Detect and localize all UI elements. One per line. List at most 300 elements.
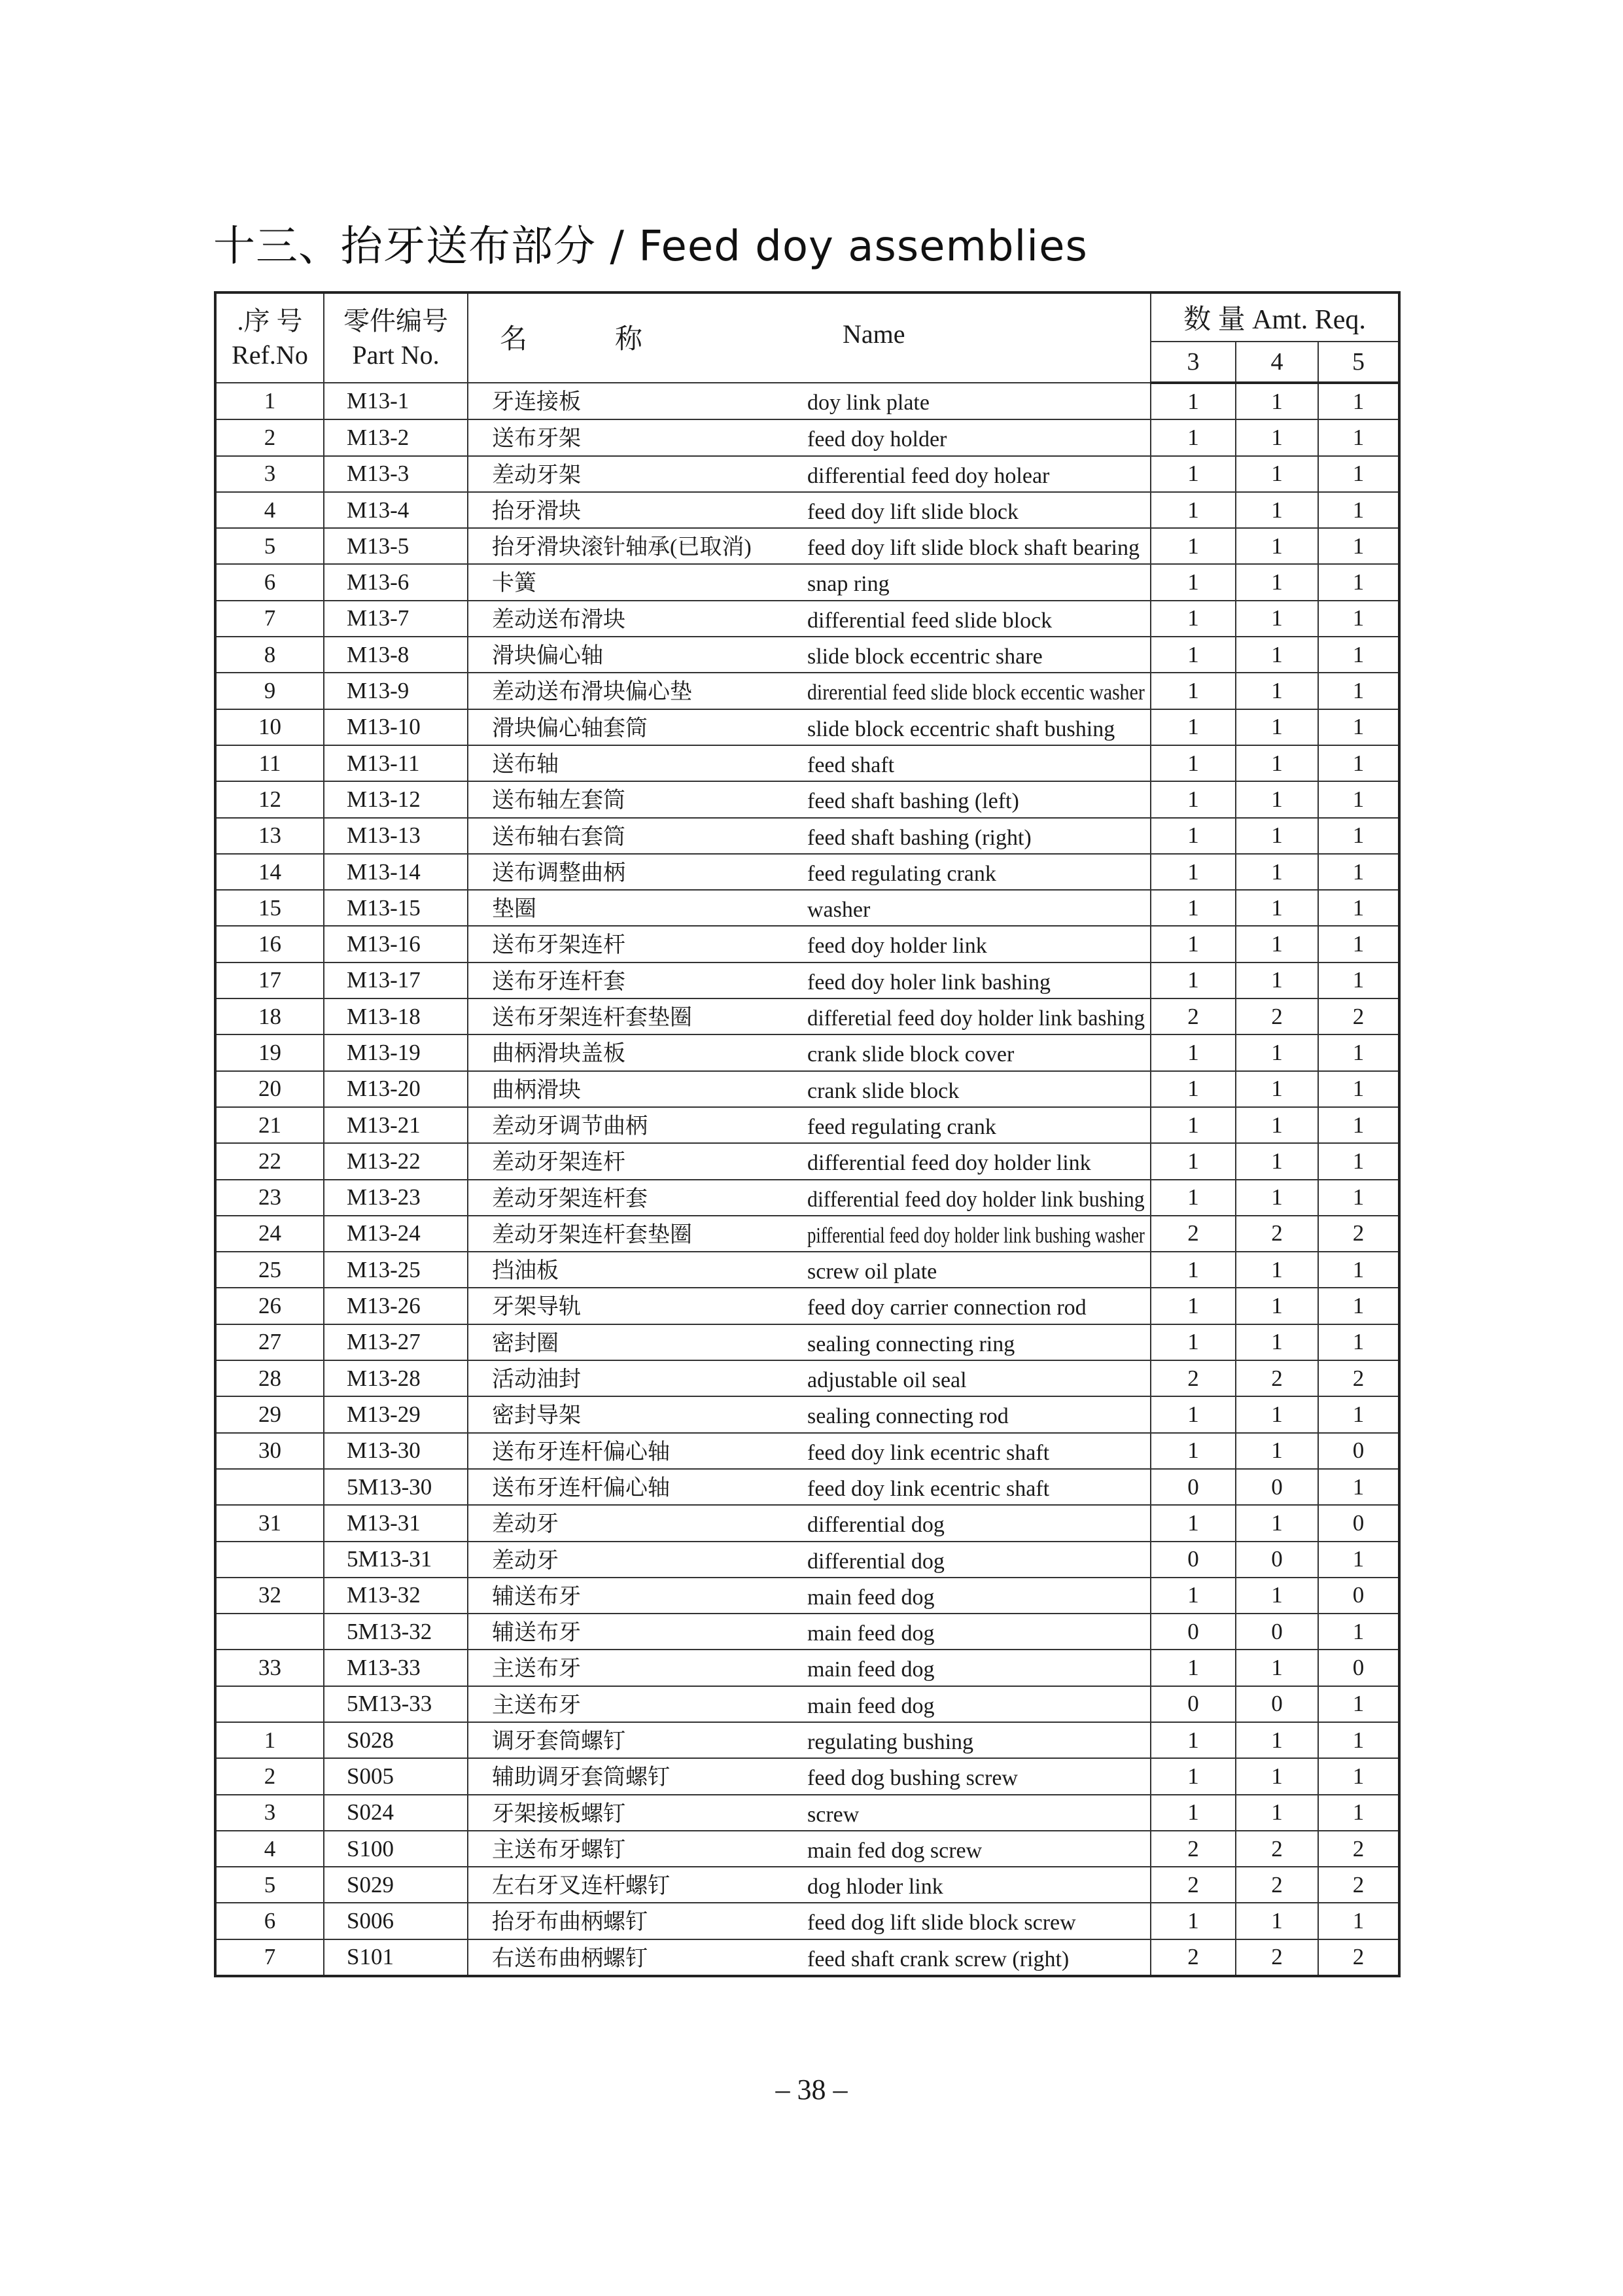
table-row xyxy=(215,890,1399,926)
name-en: feed doy lift slide block xyxy=(807,499,1019,524)
name-en: washer xyxy=(807,898,871,923)
name-cell xyxy=(468,1722,1151,1758)
table-row xyxy=(215,383,1399,419)
name-zh: 送布轴右套筒 xyxy=(492,824,625,849)
amount-5-cell: 1 xyxy=(1318,926,1399,962)
table-row xyxy=(215,854,1399,890)
name-cell xyxy=(468,1867,1151,1903)
name-en: crank slide block cover xyxy=(807,1042,1015,1067)
header-part-en: Part No. xyxy=(352,340,440,370)
part-no-cell: M13-29 xyxy=(324,1396,468,1432)
name-cell xyxy=(468,854,1151,890)
amount-4-cell: 1 xyxy=(1236,745,1318,781)
amount-5-cell: 1 xyxy=(1318,745,1399,781)
ref-no-cell: 32 xyxy=(215,1578,324,1614)
amount-5-cell: 1 xyxy=(1318,673,1399,709)
amount-5-cell: 0 xyxy=(1318,1650,1399,1686)
part-no-cell: M13-17 xyxy=(324,963,468,998)
part-no-cell: M13-13 xyxy=(324,818,468,854)
name-en: doy link plate xyxy=(807,391,930,415)
table-row xyxy=(215,963,1399,998)
amount-3-cell: 2 xyxy=(1151,1831,1236,1867)
amount-3-cell: 1 xyxy=(1151,781,1236,817)
ref-no-cell: 2 xyxy=(215,1758,324,1794)
amount-5-cell: 1 xyxy=(1318,528,1399,564)
table-row xyxy=(215,456,1399,492)
part-no-cell: M13-24 xyxy=(324,1216,468,1252)
name-zh: 曲柄滑块 xyxy=(492,1078,581,1103)
name-zh: 垫圈 xyxy=(492,897,536,922)
part-no-cell: M13-7 xyxy=(324,601,468,637)
amount-4-cell: 2 xyxy=(1236,998,1318,1034)
name-cell xyxy=(468,1324,1151,1360)
amount-3-cell: 1 xyxy=(1151,1903,1236,1939)
name-cell xyxy=(468,1107,1151,1143)
amount-5-cell: 2 xyxy=(1318,1939,1399,1976)
amount-4-cell: 1 xyxy=(1236,1071,1318,1107)
header-amount-col-3: 3 xyxy=(1151,342,1236,383)
amount-5-cell: 2 xyxy=(1318,1867,1399,1903)
amount-5-cell: 1 xyxy=(1318,890,1399,926)
table-row xyxy=(215,998,1399,1034)
header-name xyxy=(468,292,1151,383)
amount-4-cell: 1 xyxy=(1236,1288,1318,1324)
ref-no-cell: 11 xyxy=(215,745,324,781)
name-zh: 抬牙布曲柄螺钉 xyxy=(492,1910,648,1935)
name-cell xyxy=(468,1903,1151,1939)
name-en: differential feed doy holder link xyxy=(807,1151,1091,1176)
name-en: sealing connecting ring xyxy=(807,1332,1015,1356)
ref-no-cell: 6 xyxy=(215,1903,324,1939)
amount-4-cell: 1 xyxy=(1236,601,1318,637)
name-en: slide block eccentric share xyxy=(807,645,1043,669)
amount-5-cell: 1 xyxy=(1318,492,1399,528)
table-row xyxy=(215,1324,1399,1360)
name-zh: 差动牙架连杆 xyxy=(492,1150,625,1175)
part-no-cell: M13-20 xyxy=(324,1071,468,1107)
amount-3-cell: 1 xyxy=(1151,528,1236,564)
ref-no-cell: 7 xyxy=(215,601,324,637)
amount-4-cell: 1 xyxy=(1236,926,1318,962)
name-en: main feed dog xyxy=(807,1621,935,1646)
name-zh: 滑块偏心轴套筒 xyxy=(492,716,648,741)
amount-5-cell: 1 xyxy=(1318,383,1399,419)
name-en: regulating bushing xyxy=(807,1729,974,1754)
part-no-cell: M13-33 xyxy=(324,1650,468,1686)
name-en: feed regulating crank xyxy=(807,861,996,886)
amount-5-cell: 0 xyxy=(1318,1578,1399,1614)
amount-5-cell: 2 xyxy=(1318,1216,1399,1252)
table-row xyxy=(215,1216,1399,1252)
amount-4-cell: 2 xyxy=(1236,1360,1318,1396)
table-row xyxy=(215,1831,1399,1867)
ref-no-cell: 1 xyxy=(215,1722,324,1758)
table-row xyxy=(215,1107,1399,1143)
name-cell xyxy=(468,673,1151,709)
part-no-cell: 5M13-32 xyxy=(324,1614,468,1650)
table-row xyxy=(215,1433,1399,1469)
part-no-cell: M13-12 xyxy=(324,781,468,817)
part-no-cell: M13-4 xyxy=(324,492,468,528)
part-no-cell: M13-16 xyxy=(324,926,468,962)
ref-no-cell: 23 xyxy=(215,1180,324,1216)
part-no-cell: M13-30 xyxy=(324,1433,468,1469)
name-zh: 送布轴左套筒 xyxy=(492,788,625,813)
table-row xyxy=(215,1939,1399,1976)
table-row xyxy=(215,419,1399,455)
part-no-cell: M13-18 xyxy=(324,998,468,1034)
page-title: 十三、抬牙送布部分 / Feed doy assemblies xyxy=(213,222,1088,271)
ref-no-cell: 4 xyxy=(215,492,324,528)
part-no-cell: S029 xyxy=(324,1867,468,1903)
table-row xyxy=(215,601,1399,637)
name-zh: 密封导架 xyxy=(492,1404,581,1428)
amount-3-cell: 0 xyxy=(1151,1614,1236,1650)
ref-no-cell: 30 xyxy=(215,1433,324,1469)
ref-no-cell: 33 xyxy=(215,1650,324,1686)
ref-no-cell: 10 xyxy=(215,709,324,745)
amount-3-cell: 1 xyxy=(1151,709,1236,745)
ref-no-cell: 29 xyxy=(215,1396,324,1432)
amount-4-cell: 1 xyxy=(1236,1143,1318,1179)
table-row xyxy=(215,1795,1399,1831)
name-en: feed doy lift slide block shaft bearing xyxy=(807,536,1140,561)
amount-4-cell: 1 xyxy=(1236,1180,1318,1216)
name-en: main feed dog xyxy=(807,1693,935,1718)
amount-3-cell: 1 xyxy=(1151,456,1236,492)
name-cell xyxy=(468,1216,1151,1252)
amount-5-cell: 1 xyxy=(1318,1542,1399,1578)
name-en: feed shaft xyxy=(807,752,895,777)
amount-3-cell: 1 xyxy=(1151,1578,1236,1614)
amount-3-cell: 1 xyxy=(1151,1650,1236,1686)
amount-3-cell: 1 xyxy=(1151,1396,1236,1432)
amount-3-cell: 1 xyxy=(1151,818,1236,854)
amount-4-cell: 1 xyxy=(1236,890,1318,926)
table-row xyxy=(215,637,1399,673)
table-row xyxy=(215,1722,1399,1758)
amount-4-cell: 1 xyxy=(1236,709,1318,745)
amount-3-cell: 1 xyxy=(1151,1795,1236,1831)
part-no-cell: S006 xyxy=(324,1903,468,1939)
amount-3-cell: 1 xyxy=(1151,1324,1236,1360)
amount-3-cell: 1 xyxy=(1151,854,1236,890)
ref-no-cell: 20 xyxy=(215,1071,324,1107)
amount-5-cell: 1 xyxy=(1318,419,1399,455)
name-zh: 右送布曲柄螺钉 xyxy=(492,1946,648,1971)
name-cell xyxy=(468,1469,1151,1505)
name-cell xyxy=(468,564,1151,600)
name-cell xyxy=(468,528,1151,564)
table-row xyxy=(215,1396,1399,1432)
header-ref-zh: .序 号 xyxy=(237,306,303,336)
header-name-zh-1: 名 xyxy=(500,325,528,355)
amount-5-cell: 2 xyxy=(1318,1831,1399,1867)
amount-4-cell: 1 xyxy=(1236,383,1318,419)
name-cell xyxy=(468,1180,1151,1216)
name-zh: 辅助调牙套筒螺钉 xyxy=(492,1765,670,1790)
amount-4-cell: 1 xyxy=(1236,419,1318,455)
ref-no-cell: 4 xyxy=(215,1831,324,1867)
amount-4-cell: 1 xyxy=(1236,1722,1318,1758)
ref-no-cell: 3 xyxy=(215,1795,324,1831)
name-en: main fed dog screw xyxy=(807,1838,983,1863)
ref-no-cell: 15 xyxy=(215,890,324,926)
name-en: feed shaft bashing (left) xyxy=(807,789,1019,814)
name-zh: 密封圈 xyxy=(492,1331,559,1356)
name-cell xyxy=(468,709,1151,745)
part-no-cell: M13-2 xyxy=(324,419,468,455)
amount-4-cell: 2 xyxy=(1236,1216,1318,1252)
amount-5-cell: 1 xyxy=(1318,1722,1399,1758)
ref-no-cell: 17 xyxy=(215,963,324,998)
name-zh: 送布牙架 xyxy=(492,427,581,451)
ref-no-cell: 5 xyxy=(215,528,324,564)
part-no-cell: M13-19 xyxy=(324,1034,468,1070)
name-en: differential dog xyxy=(807,1549,945,1574)
ref-no-cell: 18 xyxy=(215,998,324,1034)
name-en: main feed dog xyxy=(807,1657,935,1682)
table-row xyxy=(215,1469,1399,1505)
amount-3-cell: 1 xyxy=(1151,564,1236,600)
amount-4-cell: 1 xyxy=(1236,1433,1318,1469)
amount-5-cell: 1 xyxy=(1318,564,1399,600)
amount-5-cell: 1 xyxy=(1318,818,1399,854)
amount-4-cell: 1 xyxy=(1236,1324,1318,1360)
ref-no-cell: 19 xyxy=(215,1034,324,1070)
amount-5-cell: 1 xyxy=(1318,601,1399,637)
ref-no-cell: 6 xyxy=(215,564,324,600)
header-ref-en: Ref.No xyxy=(232,340,308,370)
name-en: feed doy carrier connection rod xyxy=(807,1296,1087,1320)
name-zh: 卡簧 xyxy=(492,571,536,596)
amount-5-cell: 1 xyxy=(1318,854,1399,890)
amount-5-cell: 1 xyxy=(1318,1686,1399,1722)
amount-5-cell: 0 xyxy=(1318,1433,1399,1469)
amount-4-cell: 1 xyxy=(1236,1107,1318,1143)
part-no-cell: M13-8 xyxy=(324,637,468,673)
ref-no-cell xyxy=(215,1469,324,1505)
amount-3-cell: 1 xyxy=(1151,890,1236,926)
name-cell xyxy=(468,456,1151,492)
ref-no-cell: 27 xyxy=(215,1324,324,1360)
amount-3-cell: 1 xyxy=(1151,1252,1236,1288)
amount-5-cell: 1 xyxy=(1318,1288,1399,1324)
table-row xyxy=(215,1650,1399,1686)
amount-3-cell: 0 xyxy=(1151,1542,1236,1578)
name-zh: 差动送布滑块 xyxy=(492,607,625,632)
part-no-cell: S100 xyxy=(324,1831,468,1867)
amount-5-cell: 1 xyxy=(1318,781,1399,817)
name-zh: 牙连接板 xyxy=(492,390,581,414)
amount-3-cell: 2 xyxy=(1151,1939,1236,1976)
amount-4-cell: 0 xyxy=(1236,1469,1318,1505)
part-no-cell: M13-6 xyxy=(324,564,468,600)
name-en: main feed dog xyxy=(807,1585,935,1610)
amount-4-cell: 1 xyxy=(1236,1795,1318,1831)
part-no-cell: M13-14 xyxy=(324,854,468,890)
name-zh: 送布牙架连杆 xyxy=(492,933,625,958)
amount-5-cell: 1 xyxy=(1318,709,1399,745)
table-row xyxy=(215,528,1399,564)
table-row xyxy=(215,1034,1399,1070)
ref-no-cell xyxy=(215,1542,324,1578)
name-zh: 曲柄滑块盖板 xyxy=(492,1042,625,1067)
name-cell xyxy=(468,1758,1151,1794)
part-no-cell: S101 xyxy=(324,1939,468,1976)
name-zh: 牙架接板螺钉 xyxy=(492,1801,625,1826)
name-zh: 活动油封 xyxy=(492,1368,581,1392)
part-no-cell: M13-10 xyxy=(324,709,468,745)
name-zh: 左右牙叉连杆螺钉 xyxy=(492,1874,670,1899)
table-row xyxy=(215,1288,1399,1324)
ref-no-cell: 9 xyxy=(215,673,324,709)
part-no-cell: M13-32 xyxy=(324,1578,468,1614)
amount-3-cell: 1 xyxy=(1151,637,1236,673)
part-no-cell: M13-9 xyxy=(324,673,468,709)
amount-3-cell: 1 xyxy=(1151,926,1236,962)
amount-3-cell: 1 xyxy=(1151,745,1236,781)
ref-no-cell: 21 xyxy=(215,1107,324,1143)
name-en: differetial feed doy holder link bashing xyxy=(807,1006,1145,1031)
amount-5-cell: 1 xyxy=(1318,1034,1399,1070)
amount-4-cell: 1 xyxy=(1236,456,1318,492)
name-cell xyxy=(468,1505,1151,1541)
amount-3-cell: 1 xyxy=(1151,419,1236,455)
ref-no-cell xyxy=(215,1686,324,1722)
table-row xyxy=(215,709,1399,745)
part-no-cell: 5M13-33 xyxy=(324,1686,468,1722)
name-zh: 调牙套筒螺钉 xyxy=(492,1729,625,1754)
amount-4-cell: 1 xyxy=(1236,492,1318,528)
header-amount-col-5: 5 xyxy=(1318,342,1399,383)
name-cell xyxy=(468,419,1151,455)
ref-no-cell: 16 xyxy=(215,926,324,962)
name-en: feed doy link ecentric shaft xyxy=(807,1476,1050,1501)
ref-no-cell: 22 xyxy=(215,1143,324,1179)
name-cell xyxy=(468,1686,1151,1722)
amount-4-cell: 1 xyxy=(1236,1252,1318,1288)
ref-no-cell: 2 xyxy=(215,419,324,455)
amount-3-cell: 0 xyxy=(1151,1686,1236,1722)
name-zh: 抬牙滑块滚针轴承(已取消) xyxy=(492,535,752,560)
name-en: differential dog xyxy=(807,1513,945,1538)
name-en: slide block eccentric shaft bushing xyxy=(807,716,1115,741)
name-cell xyxy=(468,890,1151,926)
part-no-cell: M13-28 xyxy=(324,1360,468,1396)
name-cell xyxy=(468,963,1151,998)
amount-4-cell: 1 xyxy=(1236,1903,1318,1939)
amount-3-cell: 2 xyxy=(1151,1360,1236,1396)
amount-4-cell: 1 xyxy=(1236,963,1318,998)
name-zh: 辅送布牙 xyxy=(492,1621,581,1646)
table-row xyxy=(215,1758,1399,1794)
amount-4-cell: 1 xyxy=(1236,673,1318,709)
amount-5-cell: 1 xyxy=(1318,1252,1399,1288)
amount-3-cell: 2 xyxy=(1151,1867,1236,1903)
ref-no-cell xyxy=(215,1614,324,1650)
table-row xyxy=(215,818,1399,854)
page-number: – 38 – xyxy=(775,2074,848,2106)
amount-5-cell: 1 xyxy=(1318,1324,1399,1360)
amount-5-cell: 1 xyxy=(1318,1071,1399,1107)
ref-no-cell: 12 xyxy=(215,781,324,817)
part-no-cell: M13-22 xyxy=(324,1143,468,1179)
table-row xyxy=(215,1360,1399,1396)
amount-3-cell: 1 xyxy=(1151,1034,1236,1070)
name-en: feed doy link ecentric shaft xyxy=(807,1440,1050,1465)
header-amount-col-4: 4 xyxy=(1236,342,1318,383)
name-zh: 牙架导轨 xyxy=(492,1295,581,1320)
table-row xyxy=(215,1686,1399,1722)
name-en: differential feed doy holear xyxy=(807,463,1050,488)
amount-5-cell: 1 xyxy=(1318,1143,1399,1179)
ref-no-cell: 8 xyxy=(215,637,324,673)
amount-3-cell: 1 xyxy=(1151,492,1236,528)
name-en: sealing connecting rod xyxy=(807,1404,1009,1429)
amount-5-cell: 2 xyxy=(1318,998,1399,1034)
name-en: feed regulating crank xyxy=(807,1114,996,1139)
amount-3-cell: 1 xyxy=(1151,1433,1236,1469)
name-zh: 差动牙架连杆套 xyxy=(492,1186,648,1211)
name-zh: 差动送布滑块偏心垫 xyxy=(492,680,692,705)
name-en: pifferential feed doy holder link bushing washer xyxy=(807,1223,1145,1248)
name-zh: 差动牙 xyxy=(492,1512,559,1537)
header-row xyxy=(215,292,1399,342)
amount-4-cell: 2 xyxy=(1236,1831,1318,1867)
name-cell xyxy=(468,1795,1151,1831)
amount-3-cell: 1 xyxy=(1151,383,1236,419)
name-zh: 滑块偏心轴 xyxy=(492,644,603,669)
name-cell xyxy=(468,1614,1151,1650)
ref-no-cell: 7 xyxy=(215,1939,324,1976)
amount-3-cell: 1 xyxy=(1151,1071,1236,1107)
name-zh: 差动牙架 xyxy=(492,463,581,487)
name-cell xyxy=(468,781,1151,817)
name-zh: 差动牙调节曲柄 xyxy=(492,1114,648,1139)
amount-3-cell: 1 xyxy=(1151,1180,1236,1216)
ref-no-cell: 5 xyxy=(215,1867,324,1903)
name-cell xyxy=(468,1034,1151,1070)
amount-4-cell: 1 xyxy=(1236,1034,1318,1070)
name-cell xyxy=(468,1433,1151,1469)
header-amount: 数 量 Amt. Req. xyxy=(1151,292,1399,342)
part-no-cell: M13-3 xyxy=(324,456,468,492)
name-cell xyxy=(468,1143,1151,1179)
ref-no-cell: 14 xyxy=(215,854,324,890)
part-no-cell: 5M13-31 xyxy=(324,1542,468,1578)
name-en: differential feed slide block xyxy=(807,608,1053,633)
amount-5-cell: 1 xyxy=(1318,1903,1399,1939)
table-row xyxy=(215,781,1399,817)
amount-5-cell: 1 xyxy=(1318,1180,1399,1216)
amount-4-cell: 1 xyxy=(1236,1505,1318,1541)
ref-no-cell: 1 xyxy=(215,383,324,419)
amount-4-cell: 1 xyxy=(1236,854,1318,890)
part-no-cell: S005 xyxy=(324,1758,468,1794)
name-zh: 送布牙连杆套 xyxy=(492,969,625,994)
ref-no-cell: 28 xyxy=(215,1360,324,1396)
name-zh: 差动牙架连杆套垫圈 xyxy=(492,1222,692,1247)
part-no-cell: M13-5 xyxy=(324,528,468,564)
header-part-zh: 零件编号 xyxy=(343,306,448,336)
amount-3-cell: 1 xyxy=(1151,673,1236,709)
part-no-cell: M13-31 xyxy=(324,1505,468,1541)
name-en: screw oil plate xyxy=(807,1260,937,1284)
amount-4-cell: 2 xyxy=(1236,1867,1318,1903)
amount-4-cell: 1 xyxy=(1236,1650,1318,1686)
name-en: direrential feed slide block eccentic washer xyxy=(807,680,1145,705)
